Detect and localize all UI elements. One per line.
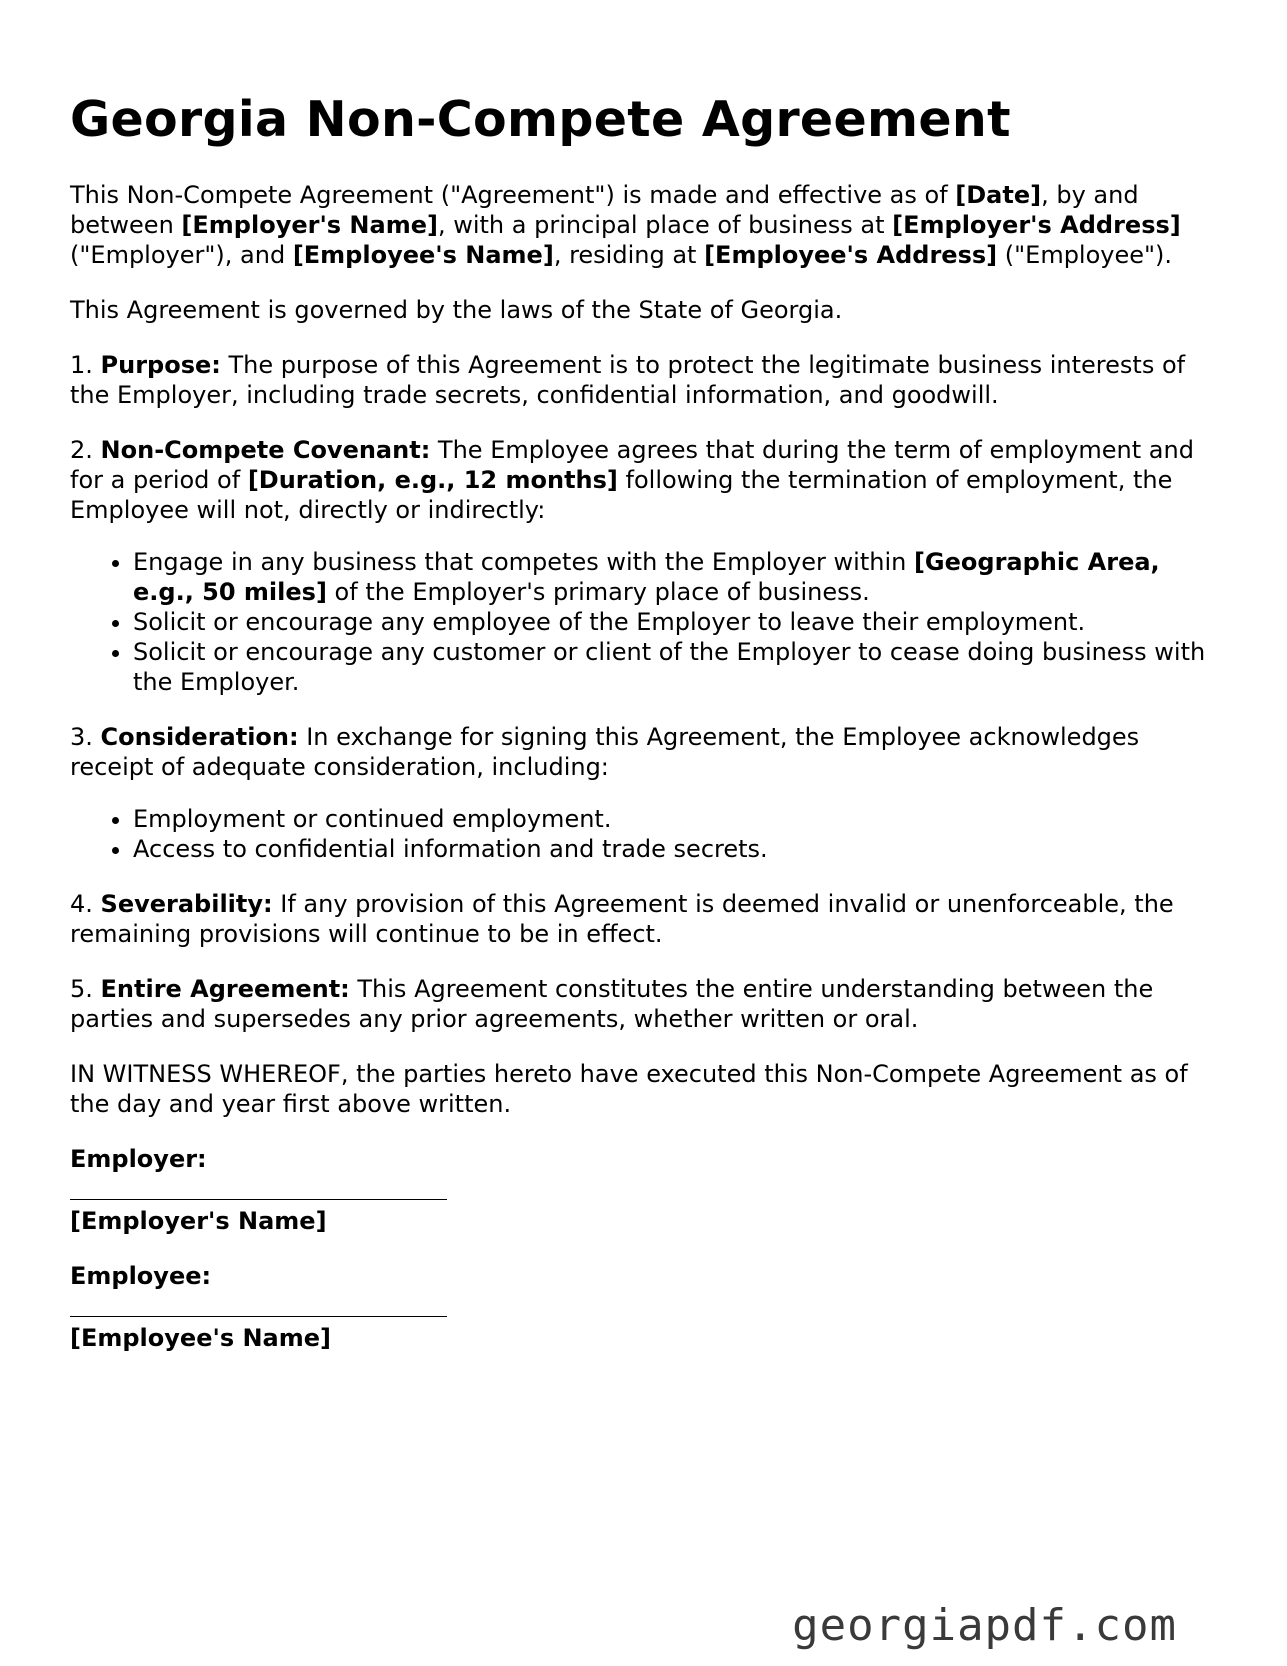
consideration-list (70, 804, 1220, 864)
section-heading: Entire Agreement: (100, 975, 350, 1003)
watermark: georgiapdf.com (792, 1600, 1177, 1651)
document (70, 90, 1220, 1378)
list-item: • Solicit or encourage any customer or client of the Employer to cease doing business with the Employer. (133, 637, 1220, 697)
employee-signature-name: [Employee's Name] (70, 1324, 331, 1352)
section-text: following the termination of employment, the Employee will not, directly or indirectly: (70, 466, 1173, 524)
list-item (133, 547, 1220, 607)
intro-text: ("Employee"). (997, 241, 1173, 269)
section-entire-agreement (70, 974, 1220, 1034)
section-text: In exchange for signing this Agreement, the Employee acknowledges receipt of adequate consideration, including: (70, 723, 1140, 781)
duration-placeholder: [Duration, e.g., 12 months] (247, 466, 618, 494)
intro-text: This Non-Compete Agreement ("Agreement") is made and effective as of (70, 181, 956, 209)
section-heading: Purpose: (100, 351, 221, 379)
governing-law-paragraph: This Agreement is governed by the laws of the State of Georgia. (70, 296, 843, 324)
section-heading: Non-Compete Covenant: (100, 436, 431, 464)
employer-name-placeholder: [Employer's Name] (181, 211, 438, 239)
employee-name-placeholder: [Employee's Name] (292, 241, 554, 269)
section-text: The Employee agrees that during the term of employment and for a period of (70, 436, 1194, 494)
document-title: Georgia Non-Compete Agreement (70, 91, 1011, 148)
list-item-text: Engage in any business that competes with the Employer within (133, 548, 914, 576)
date-placeholder: [Date] (955, 181, 1042, 209)
section-heading: Consideration: (100, 723, 299, 751)
section-text: The purpose of this Agreement is to protect the legitimate business interests of the Employer, including trade secrets, confidential information, and goodwill. (70, 351, 1186, 409)
employer-address-placeholder: [Employer's Address] (892, 211, 1181, 239)
intro-text: , residing at (553, 241, 705, 269)
section-non-compete (70, 435, 1220, 525)
employer-signature-line (70, 1199, 447, 1200)
list-item: • Solicit or encourage any employee of the Employer to leave their employment. (133, 607, 1220, 637)
witness-paragraph: IN WITNESS WHEREOF, the parties hereto have executed this Non-Compete Agreement as of the day and year first above written. (70, 1060, 1188, 1118)
section-heading: Severability: (100, 890, 273, 918)
employee-address-placeholder: [Employee's Address] (704, 241, 998, 269)
section-text: This Agreement constitutes the entire understanding between the parties and supersedes any prior agreements, whether written or oral. (70, 975, 1154, 1033)
employee-signature-line (70, 1316, 447, 1317)
section-number: 2. (70, 436, 101, 464)
section-consideration (70, 722, 1220, 782)
section-purpose (70, 350, 1220, 410)
section-number: 5. (70, 975, 101, 1003)
section-number: 4. (70, 890, 101, 918)
employer-signature-label: Employer: (70, 1145, 207, 1173)
list-item: • Access to confidential information and trade secrets. (133, 834, 1220, 864)
intro-text: , by and between (70, 181, 1139, 239)
section-severability (70, 889, 1220, 949)
section-number: 3. (70, 723, 101, 751)
list-item-text: of the Employer's primary place of business. (326, 578, 870, 606)
intro-text: , with a principal place of business at (437, 211, 893, 239)
employer-signature-name: [Employer's Name] (70, 1207, 327, 1235)
section-text: If any provision of this Agreement is deemed invalid or unenforceable, the remaining provisions will continue to be in effect. (70, 890, 1174, 948)
section-number: 1. (70, 351, 101, 379)
list-item: • Employment or continued employment. (133, 804, 1220, 834)
non-compete-list (70, 547, 1220, 697)
intro-paragraph (70, 180, 1220, 270)
employee-signature-label: Employee: (70, 1262, 212, 1290)
intro-text: ("Employer"), and (70, 241, 293, 269)
geographic-area-placeholder: [Geographic Area, e.g., 50 miles] (133, 548, 1160, 606)
